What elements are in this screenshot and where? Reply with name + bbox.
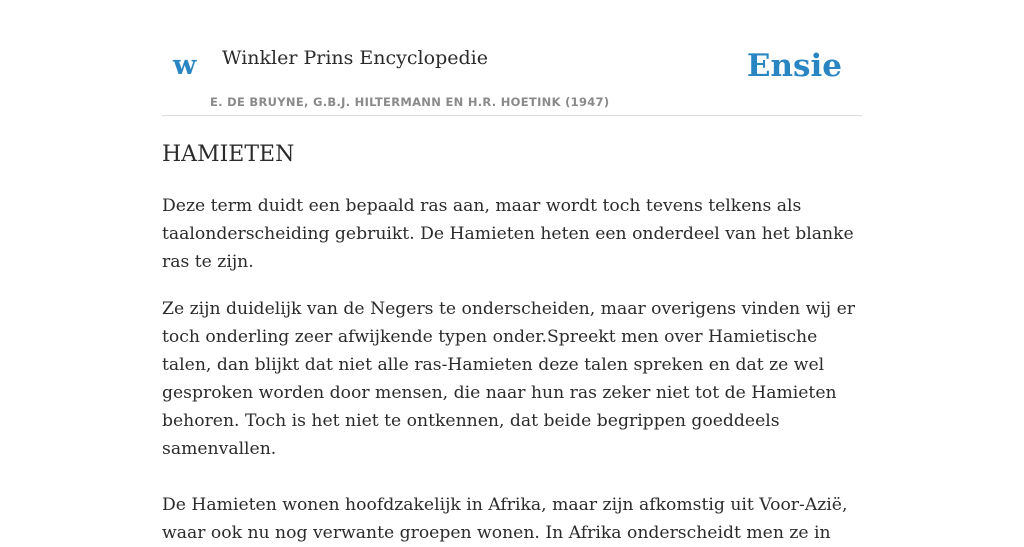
article-title: HAMIETEN	[162, 142, 295, 167]
article-paragraph: Ze zijn duidelijk van de Negers te onderscheiden, maar overigens vinden wij er toch onderling zeer afwijkende typen onder.Spreekt men over Hamietische talen, dan blijkt dat niet alle ras-Hamieten deze talen spreken en dat ze wel gesproken worden door mensen, die naar hun ras zeker niet tot de Hamieten behoren. Toch is het niet te ontkennen, dat beide begrippen goeddeels samenvallen.	[162, 299, 855, 459]
article-paragraph: Deze term duidt een bepaald ras aan, maar wordt toch tevens telkens als taalonderscheiding gebruikt. De Hamieten heten een onderdeel van het blanke ras te zijn.	[162, 196, 854, 272]
source-title[interactable]: Winkler Prins Encyclopedie	[222, 47, 488, 69]
article-page	[162, 0, 862, 543]
winkler-prins-logo[interactable]: w	[173, 50, 197, 81]
page-header	[162, 0, 862, 116]
article-paragraph: De Hamieten wonen hoofdzakelijk in Afrika, maar zijn afkomstig uit Voor-Azië, waar ook nu nog verwante groepen wonen. In Afrika onderscheidt men ze in	[162, 495, 848, 543]
source-authors: E. DE BRUYNE, G.B.J. HILTERMANN EN H.R. HOETINK (1947)	[210, 95, 610, 109]
ensie-logo[interactable]: Ensie	[746, 48, 842, 84]
article-body	[162, 192, 862, 547]
